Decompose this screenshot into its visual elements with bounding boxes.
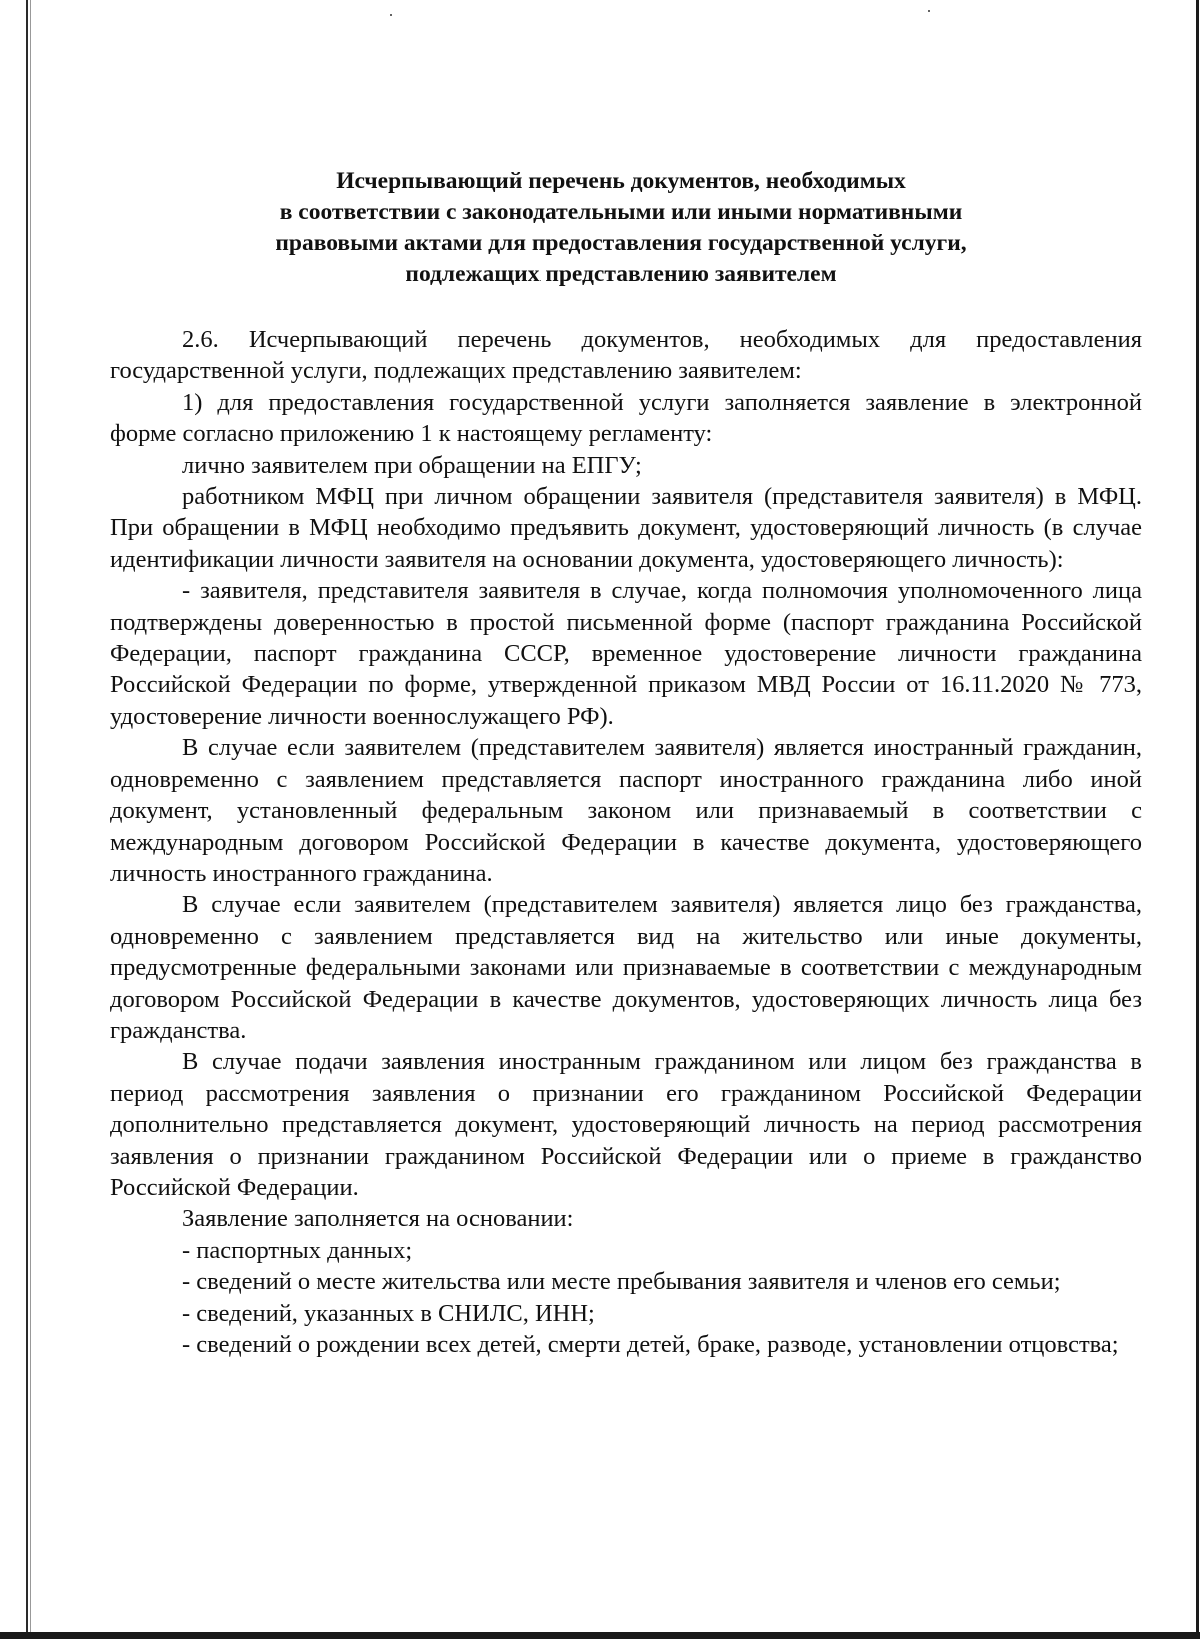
document-body bbox=[110, 324, 1142, 1360]
scan-speck bbox=[928, 10, 930, 12]
title-line: в соответствии с законодательными или иными нормативными bbox=[279, 199, 963, 225]
list-item: - сведений о месте жительства или месте пребывания заявителя и членов его семьи; bbox=[182, 1268, 1061, 1296]
document-title bbox=[110, 166, 1132, 290]
paragraph: В случае подачи заявления иностранным гражданином или лицом без гражданства в период рассмотрения заявления о признании его гражданином Российской Федерации дополнительно представляется документ, удостоверяющий личность на период рассмотрения заявления о признании гражданином Российской Федерации или о приеме в гражданство Российской Федерации. bbox=[110, 1048, 1142, 1201]
list-item: - паспортных данных; bbox=[182, 1236, 413, 1264]
paragraph: 1) для предоставления государственной услуги заполняется заявление в электронной форме согласно приложению 1 к настоящему регламенту: bbox=[110, 388, 1142, 448]
title-line: Исчерпывающий перечень документов, необходимых bbox=[336, 168, 906, 194]
paragraph: - заявителя, представителя заявителя в случае, когда полномочия уполномоченного лица подтверждены доверенностью в простой письменной форме (паспорт гражданина Российской Федерации, паспорт гражданина СССР, временное удостоверение личности гражданина Российской Федерации по форме, утвержденной приказом МВД России от 16.11.2020 № 773, удостоверение личности военнослужащего РФ). bbox=[110, 577, 1142, 730]
scan-edge-right bbox=[1196, 0, 1199, 1639]
paragraph: Заявление заполняется на основании: bbox=[182, 1205, 574, 1233]
scan-edge-bottom bbox=[0, 1632, 1200, 1639]
paragraph: работником МФЦ при личном обращении заявителя (представителя заявителя) в МФЦ. При обращении в МФЦ необходимо предъявить документ, удостоверяющий личность (в случае идентификации личности заявителя на основании документа, удостоверяющего личность): bbox=[110, 483, 1142, 573]
scan-edge-left-inner bbox=[30, 0, 31, 1639]
paragraph: В случае если заявителем (представителем заявителя) является иностранный гражданин, одновременно с заявлением представляется паспорт иностранного гражданина либо иной документ, установленный федеральным законом или признаваемый в соответствии с международным договором Российской Федерации в качестве документа, удостоверяющего личность иностранного гражданина. bbox=[110, 734, 1142, 887]
list-item: - сведений о рождении всех детей, смерти детей, браке, разводе, установлении отцовства; bbox=[182, 1331, 1119, 1358]
paragraph: 2.6. Исчерпывающий перечень документов, необходимых для предоставления государственной услуги, подлежащих представлению заявителем: bbox=[110, 326, 1142, 385]
scan-edge-left bbox=[26, 0, 28, 1639]
scan-speck bbox=[390, 14, 392, 16]
title-line: правовыми актами для предоставления государственной услуги, bbox=[275, 230, 967, 256]
paragraph: В случае если заявителем (представителем заявителя) является лицо без гражданства, одновременно с заявлением представляется вид на жительство или иные документы, предусмотренные федеральными законами или признаваемые в соответствии с международным договором Российской Федерации в качестве документов, удостоверяющих личность лица без гражданства. bbox=[110, 891, 1142, 1044]
title-line: подлежащих представлению заявителем bbox=[405, 261, 837, 287]
paragraph: лично заявителем при обращении на ЕПГУ; bbox=[182, 451, 642, 479]
list-item: - сведений, указанных в СНИЛС, ИНН; bbox=[182, 1299, 595, 1327]
